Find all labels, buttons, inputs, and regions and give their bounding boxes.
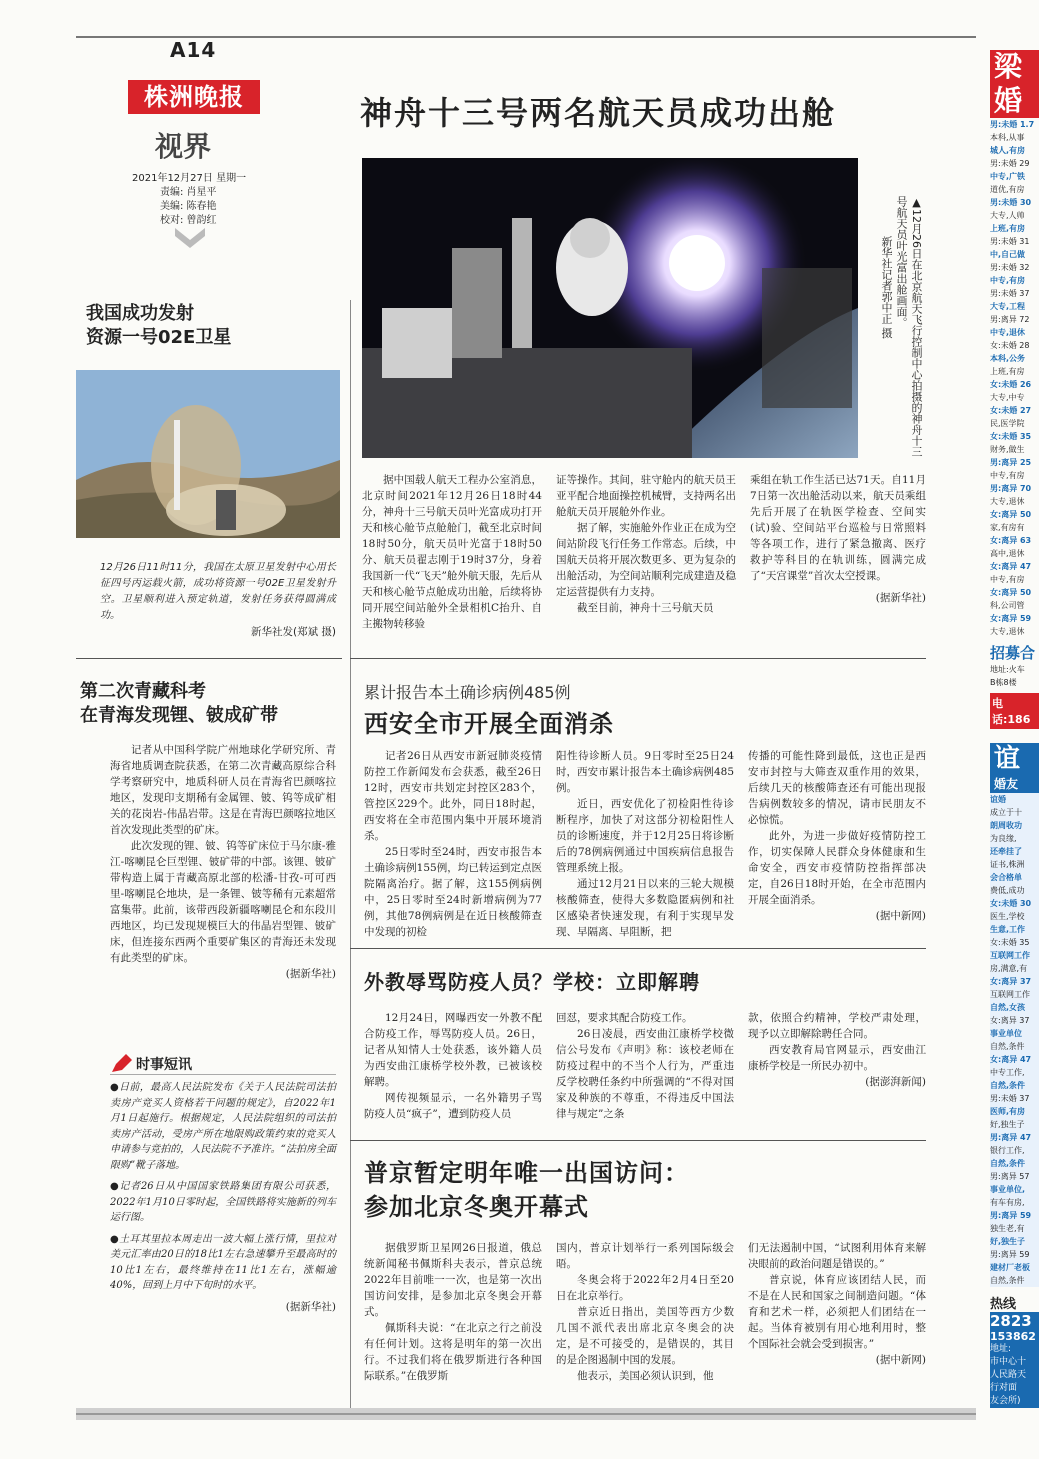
- ad-listing-line: 女:未婚 35: [990, 432, 1032, 441]
- ad-listing-line: 会合格单: [990, 873, 1022, 882]
- chevron-down-icon: [175, 228, 205, 250]
- ad-address: 市中心十: [990, 1357, 1027, 1367]
- bottom-border-hatch: [76, 1408, 976, 1420]
- ad-listing-line: 有车有房,: [990, 1198, 1025, 1207]
- side-story-2-headline: [80, 680, 278, 728]
- ad-address: 友会所): [990, 1396, 1021, 1406]
- news-briefs-credit: (据新华社): [285, 1300, 336, 1313]
- ad-listing-line: 大专,退休: [990, 497, 1025, 506]
- ad-listing-line: 财务,做生: [990, 445, 1025, 454]
- ad-listing-line: 中专,退休: [990, 328, 1026, 337]
- article-credit: (据中新网): [875, 1354, 926, 1366]
- side-story-1-caption: [100, 560, 336, 640]
- headline-line: 普京暂定明年唯一出国访问：: [364, 1159, 689, 1187]
- ad-listing-line: 医师,有房: [990, 1107, 1026, 1116]
- ad-listing-line: 女:离异 63: [990, 536, 1032, 545]
- article-paragraph: 西安教育局官网显示，西安曲江康桥学校是一所民办初中。: [748, 1044, 926, 1072]
- ad-listing-line: 男:未婚 29: [990, 159, 1030, 168]
- ad-listing-line: 科,公司管: [990, 601, 1025, 610]
- spacewalk-photo: [362, 158, 858, 458]
- ad-listing-line: 女:未婚 35: [990, 938, 1030, 947]
- ad-listing-line: 男:未婚 32: [990, 263, 1030, 272]
- teacher-col-3: [748, 1010, 926, 1090]
- article-paragraph: 国内，普京计划举行一系列国际级会晤。: [556, 1242, 734, 1270]
- ad-listing-line: 男:离异 57: [990, 1172, 1030, 1181]
- xian-col-2: [556, 748, 734, 940]
- ad-recruit: 招募合: [990, 644, 1036, 662]
- rocket-launch-photo: [76, 370, 340, 538]
- ad-listing-line: 女:离异 37: [990, 1016, 1030, 1025]
- ad-listing-line: 男:离异 72: [990, 315, 1030, 324]
- teacher-headline: 外教辱骂防疫人员？学校：立即解聘: [364, 970, 700, 994]
- news-brief-item: ●土耳其里拉本周走出一波大幅上涨行情，里拉对美元汇率由20日的18比1左右急速攀升至最高时的10比1左右，最终维持在11比1左右，涨幅逾40%，回到上月中下旬时的水平。: [110, 1233, 336, 1291]
- section-title: 视界: [155, 130, 212, 163]
- article-paragraph: 26日凌晨，西安曲江康桥学校微信公号发布《声明》称：该校老师在防疫过程中的不当个人行为，严重违反学校聘任条约中所强调的“不得对国家及种族的不尊重，不得违反中国法律与规定”之条: [556, 1028, 734, 1120]
- ad-address: B栋8楼: [990, 678, 1017, 687]
- ad-listing-line: 女:未婚 28: [990, 341, 1030, 350]
- ad-listing-group: [990, 118, 1039, 638]
- ad-listing-line: 自然,条件: [990, 1159, 1026, 1168]
- article-paragraph: 传播的可能性降到最低，这也正是西安市封控与大筛查双重作用的效果，后续几天的核酸筛查还有可能出现报告病例数较多的情况，请市民朋友不必惊慌。: [748, 750, 926, 826]
- putin-col-1: [364, 1240, 542, 1384]
- ad-listing-line: 独生老,有: [990, 1224, 1025, 1233]
- editor-credit: 责编: 肖星平: [160, 187, 217, 198]
- ad-listing-line: 男:离异 47: [990, 1133, 1032, 1142]
- ad-listing-line: 事业单位: [990, 1029, 1022, 1038]
- main-col-2: [556, 472, 736, 616]
- classified-ad-strip: [990, 50, 1039, 1410]
- ad-address: 地址:火车: [990, 665, 1025, 674]
- article-credit: (据新华社): [285, 968, 336, 980]
- article-paragraph: 12月24日，网曝西安一外教不配合防疫工作，辱骂防疫人员。26日，记者从知情人士处获悉，该外籍人员为西安曲江康桥学校外教，已被该校解聘。: [364, 1012, 542, 1088]
- ad-listing-line: 男:离异 25: [990, 458, 1032, 467]
- article-paragraph: 普京说，体育应该团结人民，而不是在人民和国家之间制造问题。“体育和艺术一样，必须把人们团结在一起。当体育被别有用心地利用时，整个国际社会就会受到损害。”: [748, 1274, 926, 1350]
- ad-listing-line: 男:未婚 31: [990, 237, 1030, 246]
- ad-listing-line: 道优,有房: [990, 185, 1025, 194]
- newspaper-masthead: 株洲晚报: [128, 80, 260, 114]
- ad-listing-line: 大专,工程: [990, 302, 1026, 311]
- ad-listing-line: 自然,条件: [990, 1276, 1025, 1285]
- ad-listing-line: 中,自己做: [990, 250, 1026, 259]
- ad-listing-line: 上班,有房: [990, 224, 1026, 233]
- ad-listing-line: 男:未婚 37: [990, 1094, 1030, 1103]
- ad-listing-line: 男:离异 59: [990, 1211, 1032, 1220]
- article-paragraph: 此外，为进一步做好疫情防控工作，切实保障人民群众身体健康和生命安全，西安市疫情防控指挥部决定，自26日18时开始，在全市范围内开展全面消杀。: [748, 830, 926, 906]
- main-paragraph: 截至目前，神舟十三号航天员: [577, 602, 714, 614]
- headline-line: 第二次青藏科考: [80, 681, 206, 702]
- main-credit: (据新华社): [875, 592, 926, 604]
- ad-listing-line: 女:未婚 27: [990, 406, 1032, 415]
- ad-header-1: 梁: [990, 50, 1039, 84]
- article-paragraph: 近日，西安优化了初检阳性待诊断程序，加快了对这部分初检阳性人员的诊断速度，并于12月25日将诊断后的78例病例通过中国疾病信息报告管理系统上报。: [556, 798, 734, 874]
- article-paragraph: 通过12月21日以来的三轮大规模核酸筛查，使得大多数隐匿病例和社区感染者快速发现，有利于实现早发现、早隔离、早阻断，把: [556, 878, 734, 938]
- ad-listing-line: 谊婚: [990, 795, 1006, 804]
- teacher-col-1: [364, 1010, 542, 1122]
- ad-listing-line: 互联网工作: [990, 951, 1030, 960]
- ad-address: 人民路天: [990, 1370, 1027, 1380]
- ad-listing-line: 女:离异 47: [990, 1055, 1032, 1064]
- ad-listing-line: 男:离异 70: [990, 484, 1032, 493]
- ad-header-3: 谊: [990, 743, 1039, 775]
- ad-listing-line: 还牵挂了: [990, 847, 1022, 856]
- date-line: 2021年12月27日 星期一: [132, 173, 247, 184]
- ad-listing-line: 高中,退休: [990, 549, 1025, 558]
- article-credit: (据中新网): [875, 910, 926, 922]
- ad-address: 行对面: [990, 1383, 1018, 1393]
- ad-hotline-number: 2823: [990, 1312, 1039, 1330]
- headline-line: 资源一号02E卫星: [86, 327, 232, 348]
- pencil-icon: [110, 1054, 132, 1074]
- ad-listing-line: 本科,公务: [990, 354, 1026, 363]
- ad-listing-line: 自然,条件: [990, 1042, 1025, 1051]
- main-col-3: [750, 472, 926, 606]
- article-paragraph: 记者26日从西安市新冠肺炎疫情防控工作新闻发布会获悉，截至26日12时，西安市共划定封控区283个，管控区229个。此外，同日18时起，西安将在全市范围内集中开展环境消杀。: [364, 750, 542, 842]
- proofreader-credit: 校对: 曾韵红: [160, 215, 217, 226]
- ad-header-4: 婚友: [990, 775, 1039, 793]
- ad-listing-line: 本科,从事: [990, 133, 1025, 142]
- ad-listing-line: 中专,有房: [990, 471, 1025, 480]
- ad-listing-line: 好,独生子: [990, 1237, 1026, 1246]
- ad-listing-line: 大专,中专: [990, 393, 1025, 402]
- xian-col-1: [364, 748, 542, 940]
- ad-listing-line: 房,满意,有: [990, 964, 1028, 973]
- photo-credit: 新华社记者郭中正 摄: [880, 236, 893, 339]
- article-paragraph: 回怼，要求其配合防疫工作。: [556, 1012, 693, 1024]
- ad-listing-line: 建材厂老板: [990, 1263, 1030, 1272]
- article-paragraph: 普京近日指出，美国等西方少数几国不派代表出席北京冬奥会的决定，是不可接受的，是错误的，其目的是企图遏制中国的发展。: [556, 1306, 734, 1366]
- ad-listing-line: 中专,有房: [990, 575, 1025, 584]
- article-paragraph: 们无法遏制中国，“试图利用体育来解决眼前的政治问题是错误的。”: [748, 1242, 926, 1270]
- ad-listing-line: 男:未婚 37: [990, 289, 1030, 298]
- ad-listing-line: 城人,有房: [990, 146, 1026, 155]
- putin-col-2: [556, 1240, 734, 1384]
- headline-line: 参加北京冬奥开幕式: [364, 1193, 589, 1221]
- news-briefs-title: 时事短讯: [136, 1057, 192, 1073]
- ad-listing-line: 男:未婚 1.7: [990, 120, 1035, 129]
- ad-listing-line: 生意,工作: [990, 925, 1026, 934]
- ad-listing-line: 上班,有房: [990, 367, 1025, 376]
- news-brief-item: ●日前，最高人民法院发布《关于人民法院司法拍卖房产竞买人资格若干问题的规定》，自2022年1月1日起施行。根据规定，人民法院组织的司法拍卖房产活动，受房产所在地限购政策约束的竞买人申请参与竞拍的，人民法院不予准许。“法拍房全面限购”靴子落地。: [110, 1082, 336, 1171]
- ad-hotline: 热线: [990, 1297, 1017, 1312]
- ad-listing-line: 中专工作,: [990, 1068, 1025, 1077]
- ad-listing-line: 自然,女孩: [990, 1003, 1026, 1012]
- ad-listing-line: 自然,条件: [990, 1081, 1026, 1090]
- main-paragraph: 证等操作。其间，驻守舱内的航天员王亚平配合地面操控机械臂，支持两名出舱航天员开展舱外作业。: [556, 474, 736, 518]
- ad-listing-line: 女:离异 59: [990, 614, 1032, 623]
- article-credit: (据澎湃新闻): [865, 1076, 926, 1088]
- caption-text: ▲12月26日在北京航天飞行控制中心拍摄的神舟十三号航天员叶光富出舱画面。: [895, 196, 923, 457]
- xian-kicker: 累计报告本土确诊病例485例: [364, 683, 571, 702]
- ad-listing-line: 男:未婚 30: [990, 198, 1032, 207]
- ad-listing-line: 费低,成功: [990, 886, 1025, 895]
- ad-listing-line: 男:离异 59: [990, 1250, 1030, 1259]
- article-paragraph: 25日零时至24时，西安市报告本土确诊病例155例，均已转运到定点医院隔离治疗。据了解，这155例病例中，25日零时至24时新增病例为77例，其他78例病例是在近日核酸筛查中发现的初检: [364, 846, 542, 938]
- headline-line: 在青海发现锂、铍成矿带: [80, 705, 278, 726]
- ad-listing-line: 大专,退休: [990, 627, 1025, 636]
- main-headline: 神舟十三号两名航天员成功出舱: [360, 94, 837, 132]
- designer-credit: 美编: 陈春艳: [160, 201, 217, 212]
- ad-listing-line: 女:离异 50: [990, 588, 1032, 597]
- page-number: A14: [170, 38, 217, 62]
- ad-listing-line: 证书,株洲: [990, 860, 1025, 869]
- article-paragraph: 网传视频显示，一名外籍男子骂防疫人员“疯子”，遭到防疫人员: [364, 1092, 542, 1120]
- ad-listing-line: 女:离异 47: [990, 562, 1032, 571]
- ad-listing-line: 好,独生子: [990, 1120, 1025, 1129]
- ad-listing-line: 朗周收功: [990, 821, 1022, 830]
- article-paragraph: 记者从中国科学院广州地球化学研究所、青海省地质调查院获悉，在第二次青藏高原综合科学考察研究中，地质科研人员在青海省巴颜喀拉地区，发现印支期稀有金属锂、铍、钨等成矿相关的花岗岩-伟晶岩带。这是在青海巴颜喀拉地区首次发现此类型的矿床。: [110, 744, 336, 836]
- putin-col-3: [748, 1240, 926, 1368]
- ad-listing-line: 女:离异 37: [990, 977, 1032, 986]
- caption-text: 12月26日11时11分，我国在太原卫星发射中心用长征四号丙运载火箭，成功将资源一号02E卫星发射升空。卫星顺利进入预定轨道，发射任务获得圆满成功。: [100, 562, 336, 621]
- xian-headline: 西安全市开展全面消杀: [364, 710, 614, 738]
- ad-listing-line: 家,有房有: [990, 523, 1025, 532]
- ad-listing-line: 医生,学校: [990, 912, 1025, 921]
- article-paragraph: 阳性待诊断人员。9日零时至25日24时，西安市累计报告本土确诊病例485例。: [556, 750, 734, 794]
- article-paragraph: 他表示，美国必须认识到，他: [577, 1370, 714, 1382]
- article-paragraph: 款，依照合约精神，学校严肃处理，现予以立即解除聘任合同。: [748, 1012, 926, 1040]
- main-paragraph: 据中国载人航天工程办公室消息，北京时间2021年12月26日18时44分，神舟十三号航天员叶光富成功打开天和核心舱节点舱舱门，截至北京时间18时50分，航天员叶光富于18时50分、航天员翟志刚于19时37分，身着我国新一代“飞天”舱外航天服，先后从天和核心舱节点舱成功出舱，后续将协同开展空间站舱外全景相机C抬升、自主搬物转移验: [362, 474, 542, 630]
- ad-listing-line: 民,医学院: [990, 419, 1025, 428]
- photo-caption: [864, 196, 924, 466]
- ad-listing-line: 女:未婚 30: [990, 899, 1032, 908]
- news-briefs-list: [110, 1080, 336, 1315]
- ad-header-2: 婚: [990, 84, 1039, 118]
- teacher-col-2: [556, 1010, 734, 1122]
- article-paragraph: 此次发现的锂、铍、钨等矿床位于马尔康-雅江-喀喇昆仑巨型锂、铍矿带的中部。该锂、铍矿带构造上属于青藏高原北部的松潘-甘孜-可可西里-喀喇昆仑地块，是一条锂、铍等稀有元素超常富集带。此前，该带西段新疆喀喇昆仑和东段川西地区，均已发现规模巨大的伟晶岩型锂、铍矿床，但连接东西两个重要矿集区的青海还未发现有此类型的矿床。: [110, 840, 336, 964]
- ad-listing-line: 成立于十: [990, 808, 1022, 817]
- page-meta: [132, 172, 246, 228]
- ad-listing-group: [990, 793, 1039, 1287]
- article-paragraph: 冬奥会将于2022年2月4日至20日在北京举行。: [556, 1274, 734, 1302]
- ad-listing-line: 为良缘,: [990, 834, 1017, 843]
- news-brief-item: ●记者26日从中国国家铁路集团有限公司获悉，2022年1月10日零时起，全国铁路将实施新的列车运行图。: [110, 1181, 336, 1223]
- main-col-1: [362, 472, 542, 632]
- xian-col-3: [748, 748, 926, 924]
- headline-line: 我国成功发射: [86, 303, 194, 324]
- main-paragraph: 据了解，实施舱外作业正在成为空间站阶段飞行任务工作常态。后续，中国航天员将开展次数更多、更为复杂的出舱活动，为空间站顺利完成建造及稳定运营提供有力支持。: [556, 522, 736, 598]
- main-paragraph: 乘组在轨工作生活已达71天。自11月7日第一次出舱活动以来，航天员乘组先后开展了在轨医学检查、空间实(试)验、空间站平台巡检与日常照料等各项工作，进行了紧急撤离、医疗救护等科目的在轨训练，圆满完成了“天宫课堂”首次太空授课。: [750, 474, 926, 582]
- ad-phone: 电话:186: [990, 693, 1039, 729]
- ad-listing-line: 互联网工作: [990, 990, 1030, 999]
- side-story-1-headline: [86, 302, 231, 350]
- photo-credit: 新华社发(郑斌 摄): [250, 626, 336, 638]
- ad-listing-line: 中专,有房: [990, 276, 1026, 285]
- ad-listing-line: 中专,广铁: [990, 172, 1026, 181]
- ad-listing-line: 银行工作,: [990, 1146, 1025, 1155]
- ad-listing-line: 女:离异 50: [990, 510, 1032, 519]
- side-story-2-body: [110, 742, 336, 982]
- article-paragraph: 佩斯科夫说：“在北京之行之前没有任何计划。这将是明年的第一次出行。不过我们将在俄罗斯进行各种国际联系。”在俄罗斯: [364, 1322, 542, 1382]
- ad-hotline-number: 153862: [990, 1330, 1039, 1343]
- putin-headline: [364, 1156, 689, 1224]
- ad-listing-line: 大专,人帅: [990, 211, 1025, 220]
- article-paragraph: 据俄罗斯卫星网26日报道，俄总统新闻秘书佩斯科夫表示，普京总统2022年目前唯一一次，也是第一次出国访问安排，是参加北京冬奥会开幕式。: [364, 1242, 542, 1318]
- ad-address: 地址:: [990, 1344, 1012, 1354]
- ad-listing-line: 事业单位,: [990, 1185, 1026, 1194]
- ad-listing-line: 女:未婚 26: [990, 380, 1032, 389]
